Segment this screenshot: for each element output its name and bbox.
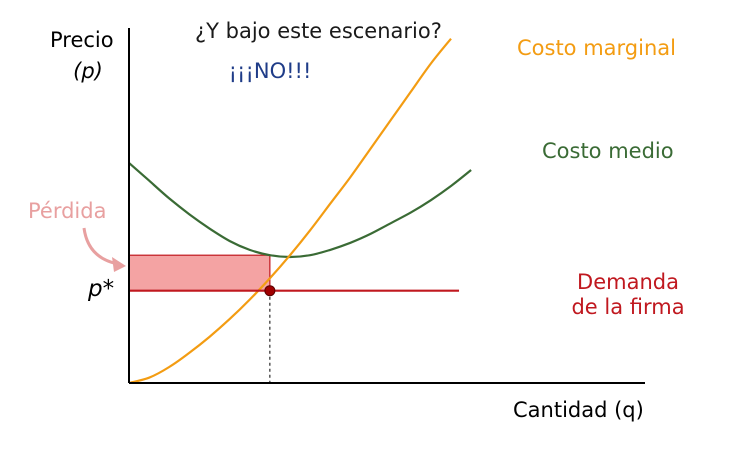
chart-title: ¿Y bajo este escenario?: [195, 19, 442, 43]
average-cost-label: Costo medio: [542, 139, 674, 163]
marginal-cost-label: Costo marginal: [517, 36, 676, 60]
loss-area: [129, 255, 270, 291]
loss-pointer-arrowhead: [112, 257, 126, 272]
x-axis-label: Cantidad (q): [513, 398, 644, 422]
equilibrium-point: [265, 286, 275, 296]
y-axis-symbol: (p): [73, 59, 103, 83]
marginal-cost-curve: [129, 39, 451, 383]
p-star-label: p*: [88, 276, 115, 302]
demand-label-line1: Demanda: [577, 270, 679, 294]
chart-subtitle: ¡¡¡NO!!!: [228, 59, 312, 83]
y-axis-label: Precio: [50, 28, 114, 52]
loss-label: Pérdida: [28, 199, 107, 223]
demand-label-line2: de la firma: [571, 295, 685, 319]
